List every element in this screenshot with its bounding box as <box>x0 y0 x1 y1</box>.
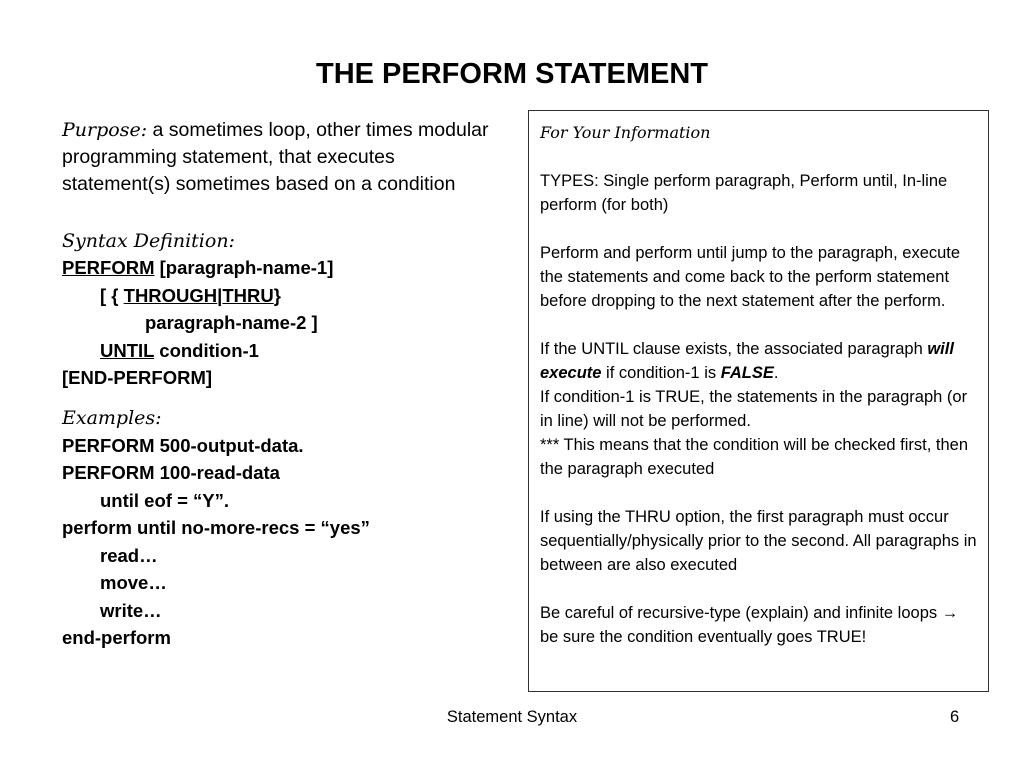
example-line: PERFORM 100-read-data <box>62 462 280 483</box>
purpose-label: Purpose: <box>62 119 148 141</box>
page-number: 6 <box>950 708 960 726</box>
syntax-line-4-rest: condition-1 <box>154 339 259 361</box>
purpose-text: a sometimes loop, other times modular programming statement, that executes statement(s) sometimes based on a condition <box>62 119 489 195</box>
fyi-until <box>540 337 980 385</box>
thru-keyword: THRU <box>222 284 274 306</box>
fyi-until-text-a: If the UNTIL clause exists, the associated paragraph <box>540 340 928 358</box>
examples-block <box>62 432 502 652</box>
syntax-line-3: paragraph-name-2 ] <box>145 312 318 333</box>
fyi-until-text-c: . <box>773 364 779 382</box>
page-title: THE PERFORM STATEMENT <box>315 58 709 90</box>
fyi-jump: Perform and perform until jump to the paragraph, execute the statements and come back to the perform statement before dropping to the next statement after the perform. <box>540 244 961 310</box>
syntax-line-1-rest: [paragraph-name-1] <box>154 257 334 278</box>
fyi-title: For Your Information <box>540 123 711 142</box>
arrow-icon: → <box>941 604 959 622</box>
fyi-careful-text-a: Be careful of recursive-type (explain) and infinite loops <box>540 604 942 622</box>
fyi-box <box>528 110 989 692</box>
syntax-line-4 <box>62 337 502 365</box>
fyi-until-text-b: if condition-1 is <box>601 364 721 382</box>
example-line: end-perform <box>62 627 171 648</box>
left-column <box>62 117 502 652</box>
fyi-stars: *** This means that the condition will be checked first, then the paragraph executed <box>540 436 969 478</box>
syntax-line-1 <box>62 254 502 282</box>
example-line: move… <box>100 572 167 593</box>
syntax-line-2 <box>62 282 502 310</box>
example-line: until eof = “Y”. <box>100 489 229 511</box>
example-line: read… <box>100 544 158 566</box>
fyi-true: If condition-1 is TRUE, the statements in the paragraph (or in line) will not be performed. <box>540 388 968 430</box>
false-emphasis: FALSE <box>720 364 774 382</box>
syntax-line-2-pre: [ { <box>100 284 124 306</box>
example-line: perform until no-more-recs = “yes” <box>62 517 370 538</box>
fyi-careful-text-b: be sure the condition eventually goes TRUE! <box>540 628 867 646</box>
syntax-separator: | <box>217 284 223 306</box>
until-keyword: UNTIL <box>100 339 155 361</box>
fyi-types: TYPES: Single perform paragraph, Perform until, In-line perform (for both) <box>540 172 948 214</box>
syntax-block <box>62 254 502 392</box>
example-line: PERFORM 500-output-data. <box>62 434 304 456</box>
fyi-thru: If using the THRU option, the first paragraph must occur sequentially/physically prior to the second. All paragraphs in between are also executed <box>540 508 977 574</box>
syntax-line-2-post: } <box>273 284 281 306</box>
syntax-label: Syntax Definition: <box>62 230 235 252</box>
perform-keyword: PERFORM <box>62 257 155 278</box>
footer-title: Statement Syntax <box>446 708 578 726</box>
fyi-careful <box>540 601 980 649</box>
examples-label: Examples: <box>62 406 162 429</box>
example-line: write… <box>100 599 162 621</box>
will-execute-emphasis: will execute <box>540 340 954 382</box>
through-keyword: THROUGH <box>123 284 218 306</box>
purpose-block <box>62 117 502 198</box>
syntax-line-5: [END-PERFORM] <box>62 367 213 388</box>
